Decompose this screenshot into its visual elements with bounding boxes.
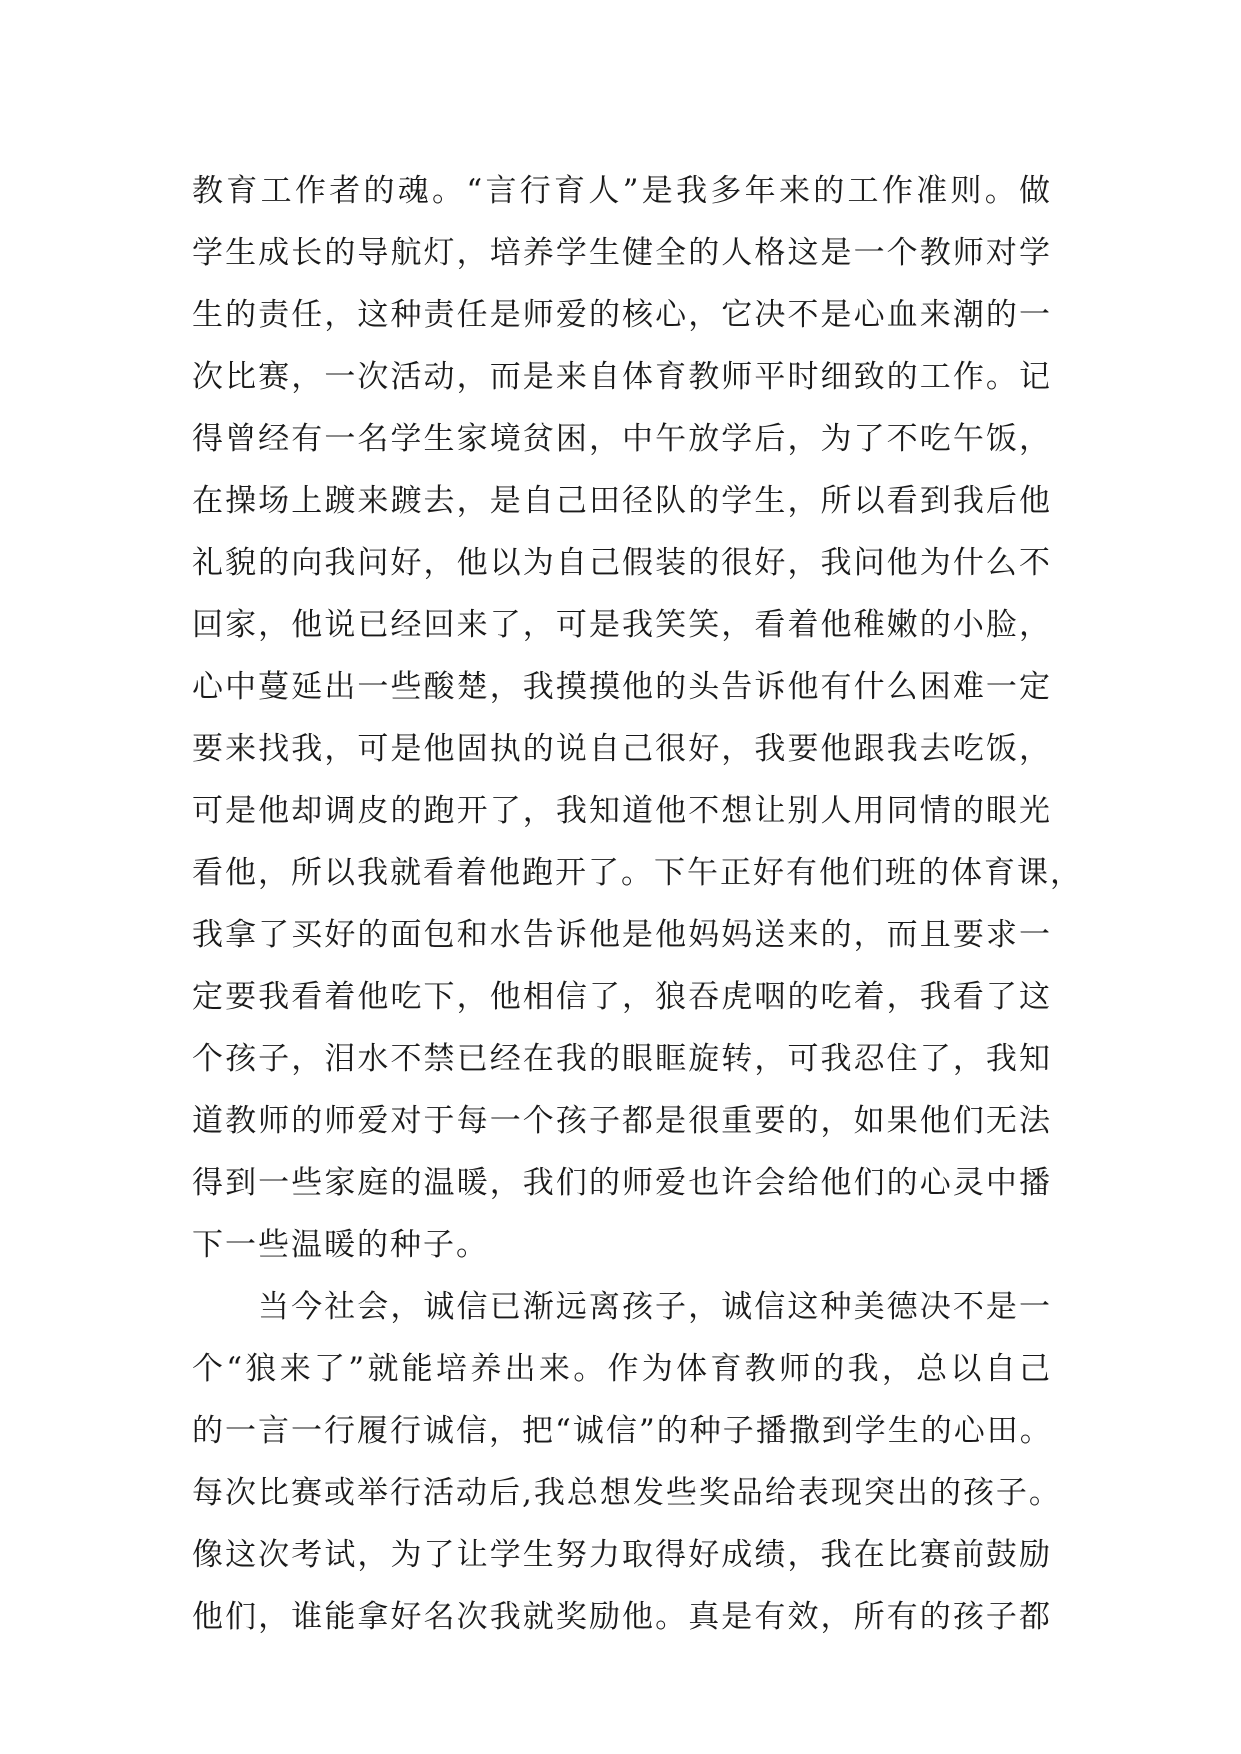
text-line: 可是他却调皮的跑开了，我知道他不想让别人用同情的眼光 — [192, 793, 1052, 829]
text-line: 得到一些家庭的温暖，我们的师爱也许会给他们的心灵中播 — [192, 1165, 1052, 1201]
text-line: 生的责任，这种责任是师爱的核心，它决不是心血来潮的一 — [192, 297, 1052, 333]
text-line: 道教师的师爱对于每一个孩子都是很重要的，如果他们无法 — [192, 1103, 1052, 1139]
text-line: 个“狼来了”就能培养出来。作为体育教师的我，总以自己 — [192, 1351, 1052, 1387]
text-line: 次比赛，一次活动，而是来自体育教师平时细致的工作。记 — [192, 359, 1052, 395]
text-line: 得曾经有一名学生家境贫困，中午放学后，为了不吃午饭， — [192, 421, 1052, 457]
text-line: 礼貌的向我问好，他以为自己假装的很好，我问他为什么不 — [192, 545, 1052, 581]
text-line: 个孩子，泪水不禁已经在我的眼眶旋转，可我忍住了，我知 — [192, 1041, 1052, 1077]
text-line: 的一言一行履行诚信，把“诚信”的种子播撒到学生的心田。 — [192, 1413, 1053, 1449]
text-line: 回家，他说已经回来了，可是我笑笑，看着他稚嫩的小脸， — [192, 607, 1052, 643]
text-line: 定要我看着他吃下，他相信了，狼吞虎咽的吃着，我看了这 — [192, 979, 1052, 1015]
text-line: 在操场上踱来踱去，是自己田径队的学生，所以看到我后他 — [192, 483, 1052, 519]
text-line: 教育工作者的魂。“言行育人”是我多年来的工作准则。做 — [192, 173, 1052, 209]
text-line: 我拿了买好的面包和水告诉他是他妈妈送来的，而且要求一 — [192, 917, 1052, 953]
text-line: 要来找我，可是他固执的说自己很好，我要他跟我去吃饭， — [192, 731, 1052, 767]
text-line: 每次比赛或举行活动后,我总想发些奖品给表现突出的孩子。 — [192, 1475, 1062, 1511]
text-line: 像这次考试，为了让学生努力取得好成绩，我在比赛前鼓励 — [192, 1537, 1052, 1573]
paragraph-end-line: 下一些温暖的种子。 — [192, 1227, 489, 1263]
text-line: 看他，所以我就看着他跑开了。下午正好有他们班的体育课， — [192, 855, 1083, 891]
body-text — [192, 160, 1083, 1648]
text-line: 学生成长的导航灯，培养学生健全的人格这是一个教师对学 — [192, 235, 1052, 271]
text-line: 心中蔓延出一些酸楚，我摸摸他的头告诉他有什么困难一定 — [192, 669, 1052, 705]
paragraph-start-line: 当今社会，诚信已渐远离孩子，诚信这种美德决不是一 — [258, 1289, 1052, 1325]
text-line: 他们，谁能拿好名次我就奖励他。真是有效，所有的孩子都 — [192, 1599, 1052, 1635]
